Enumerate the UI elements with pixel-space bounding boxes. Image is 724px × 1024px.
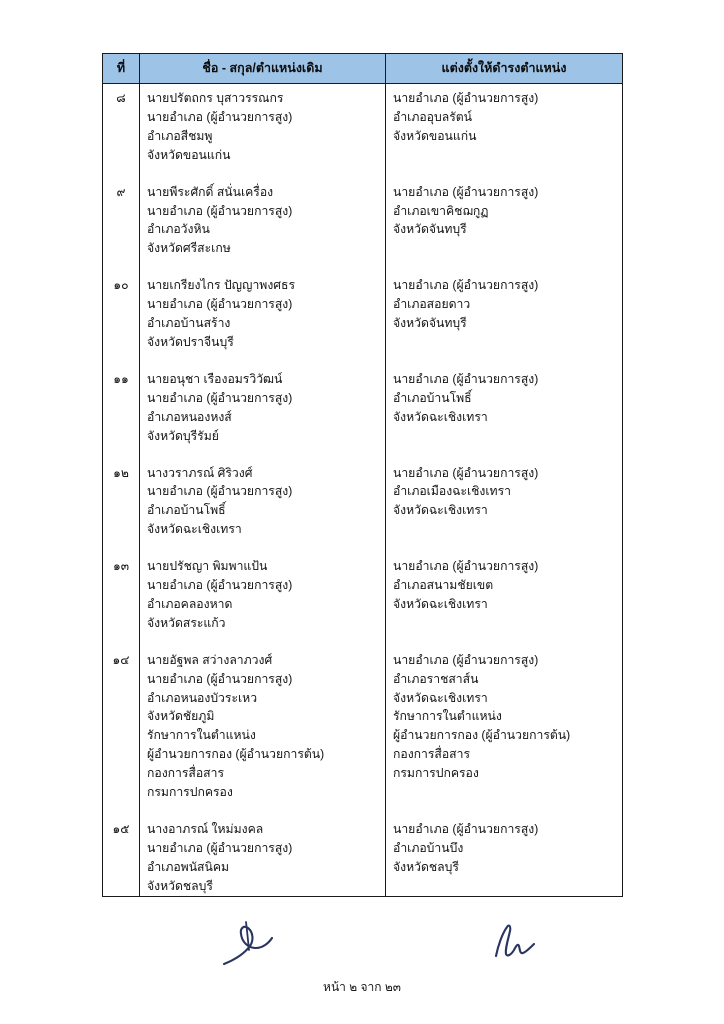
table-row	[103, 271, 623, 352]
cell-line: กองการสื่อสาร	[147, 766, 225, 781]
cell-line: นายอำเภอ (ผู้อำนวยการสูง)	[147, 203, 293, 218]
cell-line: นางวราภรณ์ ศิริวงศ์	[147, 465, 253, 480]
row-spacer-cell	[386, 258, 623, 271]
cell-lines	[147, 183, 381, 259]
cell-line: ผู้อำนวยการกอง (ผู้อำนวยการต้น)	[147, 747, 325, 762]
cell-line: นายอำเภอ (ผู้อำนวยการสูง)	[393, 822, 539, 836]
row-spacer-cell	[140, 539, 386, 552]
table-row	[103, 646, 623, 802]
cell-new-appointment	[386, 271, 623, 352]
cell-lines	[393, 276, 618, 333]
cell-row-number: ๑๓	[103, 552, 140, 633]
row-spacer-cell	[386, 539, 623, 552]
cell-line: จังหวัดชลบุรี	[393, 859, 459, 874]
cell-lines	[393, 89, 618, 146]
row-spacer-cell	[386, 446, 623, 459]
appointment-table	[102, 53, 623, 897]
table-row	[103, 815, 623, 896]
cell-line: นายอำเภอ (ผู้อำนวยการสูง)	[393, 371, 539, 386]
cell-new-appointment	[386, 459, 623, 540]
cell-lines	[147, 557, 381, 633]
table-row	[103, 84, 623, 165]
cell-lines	[147, 651, 381, 802]
cell-line: อำเภอราชสาส์น	[393, 671, 479, 686]
cell-line: กรมการปกครอง	[147, 785, 233, 800]
cell-line: อำเภอคลองหาด	[147, 596, 233, 611]
row-spacer-cell	[103, 633, 140, 646]
cell-row-number: ๑๒	[103, 459, 140, 540]
cell-new-appointment	[386, 646, 623, 802]
cell-lines	[147, 370, 381, 446]
cell-line: อำเภอเขาคิชฌกูฏ	[393, 203, 489, 218]
table-row	[103, 459, 623, 540]
cell-line: จังหวัดขอนแก่น	[393, 128, 477, 143]
cell-current-position	[140, 365, 386, 446]
cell-current-position	[140, 84, 386, 165]
cell-lines	[147, 820, 381, 896]
table-header	[103, 54, 623, 84]
cell-line: นายพีระศักดิ์ สนั่นเครื่อง	[147, 184, 274, 199]
cell-row-number: ๑๔	[103, 646, 140, 802]
cell-lines	[147, 89, 381, 165]
cell-line: จังหวัดฉะเชิงเทรา	[393, 409, 488, 424]
cell-new-appointment	[386, 815, 623, 896]
cell-lines	[393, 370, 618, 427]
row-spacer-cell	[386, 165, 623, 178]
cell-line: นายอนุชา เรืองอมรวิวัฒน์	[147, 371, 283, 386]
cell-line: จังหวัดฉะเชิงเทรา	[393, 596, 488, 611]
cell-line: นายอำเภอ (ผู้อำนวยการสูง)	[393, 91, 539, 105]
cell-line: อำเภอสีชมพู	[147, 128, 213, 143]
cell-line: จังหวัดบุรีรัมย์	[147, 428, 219, 443]
page-footer: หน้า ๒ จาก ๒๓	[323, 980, 401, 994]
row-spacer-cell	[386, 352, 623, 365]
table-row	[103, 365, 623, 446]
row-spacer	[103, 446, 623, 459]
cell-line: จังหวัดสระแก้ว	[147, 615, 226, 630]
row-spacer	[103, 633, 623, 646]
cell-line: จังหวัดชลบุรี	[147, 878, 213, 893]
cell-line: ผู้อำนวยการกอง (ผู้อำนวยการต้น)	[393, 728, 571, 743]
cell-new-appointment	[386, 84, 623, 165]
row-spacer-cell	[386, 802, 623, 815]
cell-row-number: ๑๕	[103, 815, 140, 896]
cell-line: นายอำเภอ (ผู้อำนวยการสูง)	[147, 297, 293, 312]
row-spacer-cell	[140, 802, 386, 815]
cell-line: รักษาการในตำแหน่ง	[147, 728, 256, 743]
cell-line: นายอำเภอ (ผู้อำนวยการสูง)	[393, 184, 539, 199]
cell-line: นายอำเภอ (ผู้อำนวยการสูง)	[147, 840, 293, 855]
cell-line: อำเภอวังหิน	[147, 222, 210, 237]
cell-line: จังหวัดปราจีนบุรี	[147, 334, 234, 349]
cell-lines	[393, 557, 618, 614]
cell-new-appointment	[386, 552, 623, 633]
row-spacer-cell	[103, 352, 140, 365]
cell-row-number: ๙	[103, 178, 140, 259]
table-row	[103, 552, 623, 633]
cell-line: จังหวัดขอนแก่น	[147, 147, 231, 162]
row-spacer-cell	[103, 802, 140, 815]
column-header-no: ที่	[103, 54, 140, 84]
cell-current-position	[140, 178, 386, 259]
cell-lines	[147, 464, 381, 540]
signature-left	[218, 916, 294, 972]
row-spacer	[103, 539, 623, 552]
cell-lines	[393, 183, 618, 240]
cell-row-number: ๑๐	[103, 271, 140, 352]
appointment-table-container	[102, 53, 622, 897]
cell-line: นายอำเภอ (ผู้อำนวยการสูง)	[147, 109, 293, 124]
cell-line: นายเกรียงไกร ปัญญาพงศธร	[147, 278, 295, 293]
cell-current-position	[140, 459, 386, 540]
cell-line: อำเภอบ้านโพธิ์	[393, 390, 472, 405]
cell-lines	[147, 276, 381, 352]
cell-line: อำเภอบ้านสร้าง	[147, 316, 231, 331]
cell-line: จังหวัดชัยภูมิ	[147, 709, 215, 724]
cell-line: จังหวัดฉะเชิงเทรา	[147, 522, 242, 537]
row-spacer	[103, 165, 623, 178]
cell-line: อำเภอบ้านโพธิ์	[147, 503, 226, 518]
cell-line: จังหวัดจันทบุรี	[393, 222, 467, 237]
cell-current-position	[140, 552, 386, 633]
cell-line: จังหวัดฉะเชิงเทรา	[393, 503, 488, 518]
table-header-row	[103, 54, 623, 84]
cell-line: อำเภอหนองบัวระเหว	[147, 690, 258, 705]
cell-line: อำเภอเมืองฉะเชิงเทรา	[393, 484, 511, 499]
cell-line: กรมการปกครอง	[393, 766, 479, 781]
cell-line: นายอำเภอ (ผู้อำนวยการสูง)	[147, 671, 293, 686]
cell-new-appointment	[386, 178, 623, 259]
cell-current-position	[140, 815, 386, 896]
column-header-appointment: แต่งตั้งให้ดำรงตำแหน่ง	[386, 54, 623, 84]
cell-line: นายอำเภอ (ผู้อำนวยการสูง)	[393, 278, 539, 293]
row-spacer-cell	[103, 165, 140, 178]
cell-line: กองการสื่อสาร	[393, 747, 471, 762]
cell-line: จังหวัดศรีสะเกษ	[147, 241, 231, 256]
cell-line: นายปรัชญา พิมพาแป้น	[147, 559, 268, 574]
cell-current-position	[140, 646, 386, 802]
cell-line: นายอำเภอ (ผู้อำนวยการสูง)	[393, 465, 539, 480]
cell-line: นางอาภรณ์ ใหม่มงคล	[147, 822, 264, 836]
cell-line: จังหวัดฉะเชิงเทรา	[393, 690, 488, 705]
row-spacer-cell	[140, 165, 386, 178]
cell-line: อำเภอบ้านบึง	[393, 840, 464, 855]
cell-row-number: ๘	[103, 84, 140, 165]
row-spacer-cell	[140, 446, 386, 459]
cell-line: อำเภอสอยดาว	[393, 297, 471, 312]
row-spacer-cell	[103, 258, 140, 271]
cell-line: อำเภอพนัสนิคม	[147, 859, 230, 874]
cell-line: นายอำเภอ (ผู้อำนวยการสูง)	[393, 652, 539, 667]
cell-lines	[393, 820, 618, 877]
row-spacer-cell	[103, 446, 140, 459]
row-spacer	[103, 258, 623, 271]
column-header-name: ชื่อ - สกุล/ตำแหน่งเดิม	[140, 54, 386, 84]
cell-line: นายปรัตถกร บุสาวรรณกร	[147, 91, 284, 105]
cell-lines	[393, 651, 618, 783]
cell-line: นายอำเภอ (ผู้อำนวยการสูง)	[147, 484, 293, 499]
table-body	[103, 84, 623, 897]
cell-line: รักษาการในตำแหน่ง	[393, 709, 502, 724]
cell-line: นายอำเภอ (ผู้อำนวยการสูง)	[147, 578, 293, 593]
cell-current-position	[140, 271, 386, 352]
table-row	[103, 178, 623, 259]
row-spacer	[103, 352, 623, 365]
cell-line: อำเภอหนองหงส์	[147, 409, 232, 424]
row-spacer-cell	[140, 633, 386, 646]
cell-row-number: ๑๑	[103, 365, 140, 446]
cell-line: อำเภอสนามชัยเขต	[393, 578, 494, 593]
cell-line: นายอำเภอ (ผู้อำนวยการสูง)	[393, 559, 539, 574]
cell-line: จังหวัดจันทบุรี	[393, 316, 467, 331]
cell-line: อำเภออุบลรัตน์	[393, 109, 472, 124]
cell-lines	[393, 464, 618, 521]
row-spacer-cell	[140, 352, 386, 365]
row-spacer-cell	[140, 258, 386, 271]
cell-line: นายอัฐพล สว่างลาภวงศ์	[147, 652, 273, 667]
row-spacer	[103, 802, 623, 815]
cell-line: นายอำเภอ (ผู้อำนวยการสูง)	[147, 390, 293, 405]
row-spacer-cell	[386, 633, 623, 646]
cell-new-appointment	[386, 365, 623, 446]
signature-right	[488, 922, 550, 968]
row-spacer-cell	[103, 539, 140, 552]
